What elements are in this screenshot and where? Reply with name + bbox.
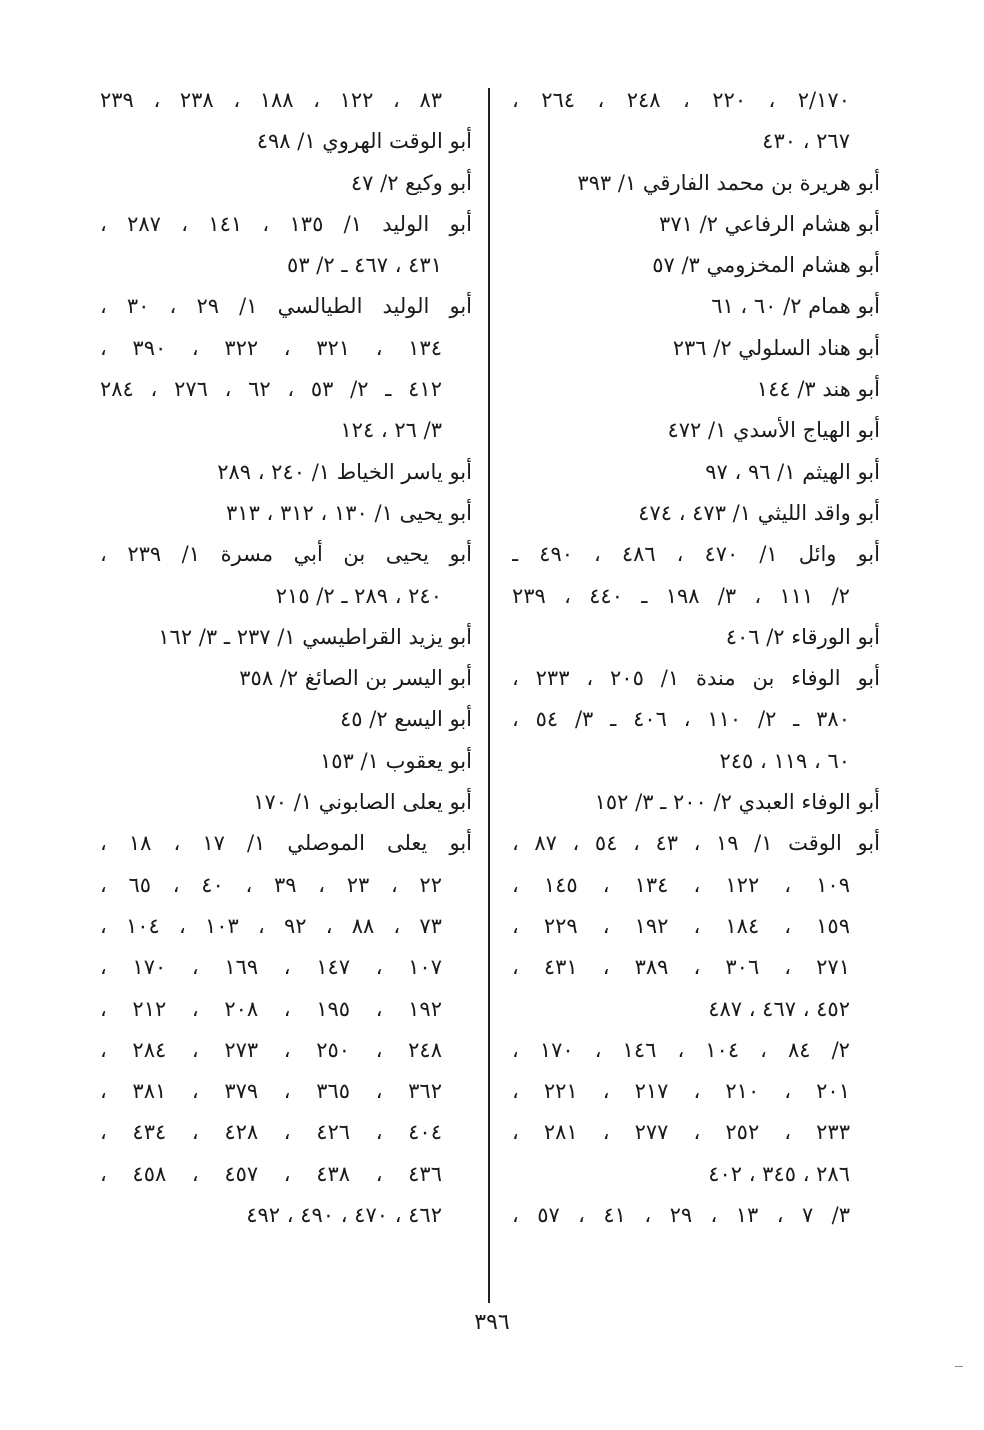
index-line: أبو هناد السلولي ٢/ ٢٣٦	[672, 335, 880, 360]
index-line: ٤٥٢ ، ٤٦٧ ، ٤٨٧	[708, 996, 850, 1021]
index-line: أبو الورقاء ٢/ ٤٠٦	[725, 624, 880, 649]
index-line: أبو الوليد ١/ ١٣٥ ، ١٤١ ، ٢٨٧ ،	[100, 211, 472, 236]
index-line: ٤٠٤ ، ٤٢٦ ، ٤٢٨ ، ٤٣٤ ،	[100, 1120, 442, 1145]
index-line: أبو الوفاء بن مندة ١/ ٢٠٥ ، ٢٣٣ ،	[512, 666, 880, 691]
index-line: أبو وكيع ٢/ ٤٧	[350, 170, 472, 195]
index-line: أبو همام ٢/ ٦٠ ، ٦١	[711, 294, 880, 319]
index-line: أبو هريرة بن محمد الفارقي ١/ ٣٩٣	[577, 170, 880, 195]
index-line: ٦٠ ، ١١٩ ، ٢٤٥	[719, 748, 850, 773]
index-line: ١٠٩ ، ١٢٢ ، ١٣٤ ، ١٤٥ ،	[512, 872, 850, 897]
index-line: أبو ياسر الخياط ١/ ٢٤٠ ، ٢٨٩	[217, 459, 472, 484]
index-line: ٢٨٦ ، ٣٤٥ ، ٤٠٢	[708, 1161, 850, 1186]
index-line: ٢٠١ ، ٢١٠ ، ٢١٧ ، ٢٢١ ،	[512, 1079, 850, 1104]
index-line: ٧٣ ، ٨٨ ، ٩٢ ، ١٠٣ ، ١٠٤ ،	[100, 913, 442, 938]
index-line: ٢٤٠ ، ٢٨٩ ـ ٢/ ٢١٥	[275, 583, 442, 608]
index-line: أبو الهياج الأسدي ١/ ٤٧٢	[667, 418, 880, 443]
index-line: أبو هشام الرفاعي ٢/ ٣٧١	[659, 211, 880, 236]
index-line: أبو يحيى بن أبي مسرة ١/ ٢٣٩ ،	[100, 542, 472, 567]
index-line: أبو واقد الليثي ١/ ٤٧٣ ، ٤٧٤	[638, 500, 880, 525]
index-line: ٨٣ ، ١٢٢ ، ١٨٨ ، ٢٣٨ ، ٢٣٩	[100, 88, 442, 112]
index-line: أبو يعقوب ١/ ١٥٣	[320, 748, 472, 773]
column-divider	[488, 88, 490, 1303]
index-line: ٢/ ١١١ ، ٣/ ١٩٨ ـ ٤٤٠ ، ٢٣٩	[512, 583, 850, 608]
index-line: ٢/١٧٠ ، ٢٢٠ ، ٢٤٨ ، ٢٦٤ ،	[512, 88, 850, 112]
index-line: أبو الوليد الطيالسي ١/ ٢٩ ، ٣٠ ،	[100, 294, 472, 319]
index-line: ٣/ ٢٦ ، ١٢٤	[340, 418, 442, 443]
index-line: أبو هند ٣/ ١٤٤	[756, 377, 880, 402]
index-line: أبو الوقت الهروي ١/ ٤٩٨	[256, 129, 472, 154]
index-line: أبو يحيى ١/ ١٣٠ ، ٣١٢ ، ٣١٣	[226, 500, 472, 525]
index-line: أبو الهيثم ١/ ٩٦ ، ٩٧	[705, 459, 880, 484]
index-line: أبو اليسع ٢/ ٤٥	[340, 707, 472, 732]
index-line: ٣٨٠ ـ ٢/ ١١٠ ، ٤٠٦ ـ ٣/ ٥٤ ،	[512, 707, 850, 732]
index-line: ١٩٢ ، ١٩٥ ، ٢٠٨ ، ٢١٢ ،	[100, 996, 442, 1021]
index-line: ١٥٩ ، ١٨٤ ، ١٩٢ ، ٢٢٩ ،	[512, 913, 850, 938]
margin-mark	[955, 1366, 963, 1367]
index-line: ٢/ ٨٤ ، ١٠٤ ، ١٤٦ ، ١٧٠ ،	[512, 1037, 850, 1062]
index-line: ٤٣١ ، ٤٦٧ ـ ٢/ ٥٣	[287, 253, 442, 278]
index-line: أبو الوقت ١/ ١٩ ، ٤٣ ، ٥٤ ، ٨٧ ،	[512, 831, 880, 856]
index-line: ٢٢ ، ٢٣ ، ٣٩ ، ٤٠ ، ٦٥ ،	[100, 872, 442, 897]
index-line: أبو يعلى الموصلي ١/ ١٧ ، ١٨ ،	[100, 831, 472, 856]
index-line: أبو اليسر بن الصائغ ٢/ ٣٥٨	[239, 666, 472, 691]
index-line: ١٣٤ ، ٣٢١ ، ٣٢٢ ، ٣٩٠ ،	[100, 335, 442, 360]
index-line: ٢٤٨ ، ٢٥٠ ، ٢٧٣ ، ٢٨٤ ،	[100, 1037, 442, 1062]
index-line: ٤١٢ ـ ٢/ ٥٣ ، ٦٢ ، ٢٧٦ ، ٢٨٤	[100, 377, 442, 402]
index-line: ٢٦٧ ، ٤٣٠	[762, 129, 850, 154]
index-line: أبو هشام المخزومي ٣/ ٥٧	[652, 253, 880, 278]
index-line: أبو الوفاء العبدي ٢/ ٢٠٠ ـ ٣/ ١٥٢	[594, 790, 880, 815]
index-line: أبو يعلى الصابوني ١/ ١٧٠	[253, 790, 472, 815]
index-line: ٣٦٢ ، ٣٦٥ ، ٣٧٩ ، ٣٨١ ،	[100, 1079, 442, 1104]
right-column	[512, 80, 880, 1236]
index-line: ٣/ ٧ ، ١٣ ، ٢٩ ، ٤١ ، ٥٧ ،	[512, 1203, 851, 1228]
index-line: أبو يزيد القراطيسي ١/ ٢٣٧ ـ ٣/ ١٦٢	[158, 624, 472, 649]
index-line: أبو وائل ١/ ٤٧٠ ، ٤٨٦ ، ٤٩٠ ـ	[512, 542, 880, 567]
index-line: ٤٦٢ ، ٤٧٠ ، ٤٩٠ ، ٤٩٢	[246, 1203, 442, 1228]
index-line: ٤٣٦ ، ٤٣٨ ، ٤٥٧ ، ٤٥٨ ،	[100, 1161, 442, 1186]
index-line: ٢٣٣ ، ٢٥٢ ، ٢٧٧ ، ٢٨١ ،	[512, 1120, 850, 1145]
page-number: ٣٩٦	[474, 1310, 510, 1335]
left-column	[100, 80, 472, 1236]
index-line: ١٠٧ ، ١٤٧ ، ١٦٩ ، ١٧٠ ،	[100, 955, 442, 980]
index-line: ٢٧١ ، ٣٠٦ ، ٣٨٩ ، ٤٣١ ،	[512, 955, 850, 980]
